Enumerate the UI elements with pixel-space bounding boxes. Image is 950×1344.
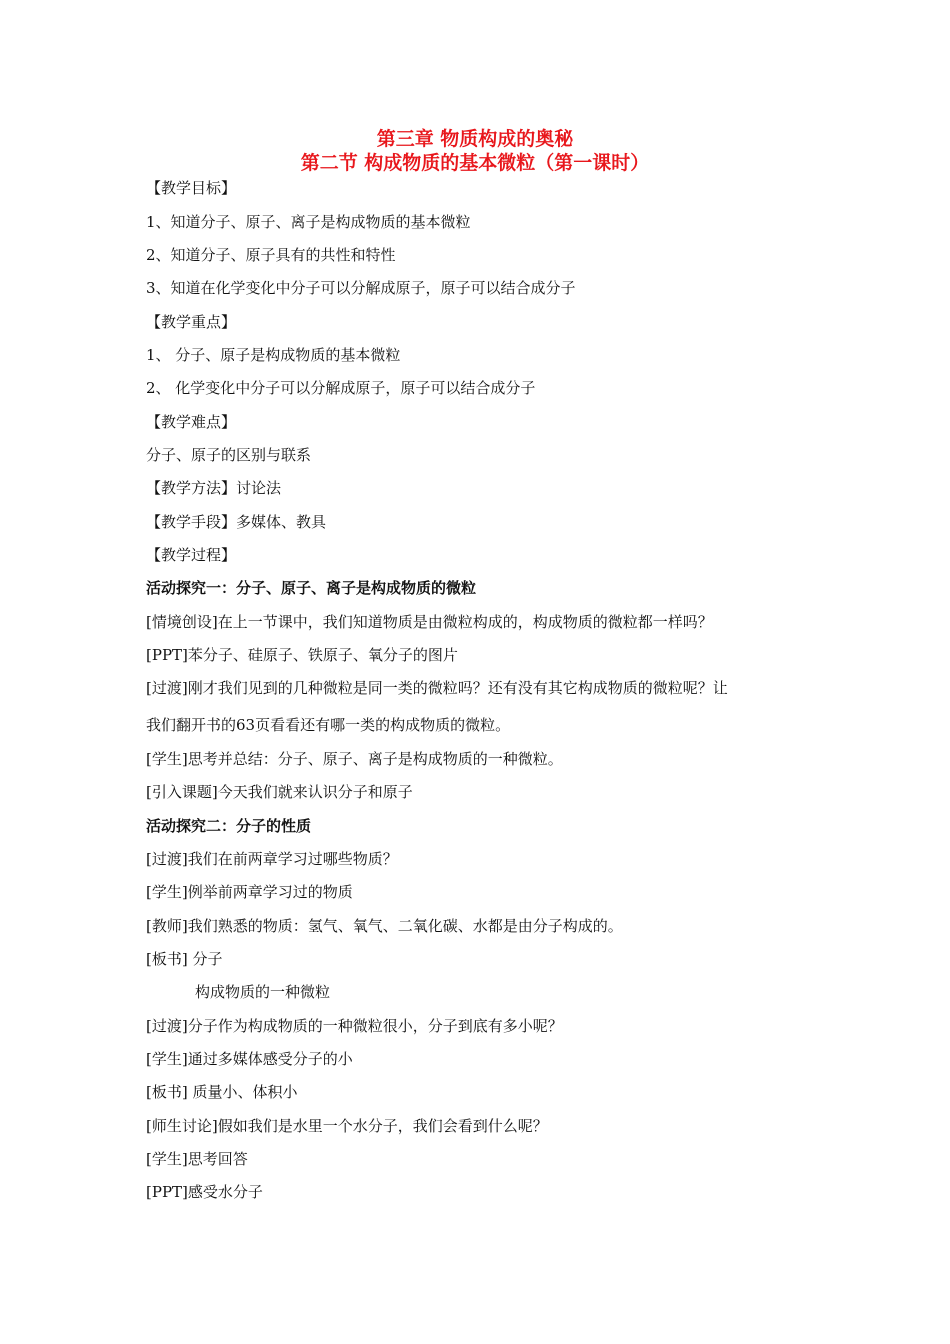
- key-point-1: 1、 分子、原子是构成物质的基本微粒: [146, 346, 401, 364]
- ppt-text-2: [PPT]感受水分子: [146, 1183, 263, 1201]
- transition-text-1b: 我们翻开书的63页看看还有哪一类的构成物质的微粒。: [146, 716, 511, 734]
- difficulty-text: 分子、原子的区别与联系: [146, 446, 312, 464]
- discussion-text: [师生讨论]假如我们是水里一个水分子，我们会看到什么呢？: [146, 1117, 548, 1135]
- heading-process: 【教学过程】: [146, 546, 237, 564]
- board-text-1: [板书] 分子: [146, 950, 223, 968]
- heading-difficulties: 【教学难点】: [146, 413, 237, 431]
- transition-text-3: [过渡]分子作为构成物质的一种微粒很小，分子到底有多小呢？: [146, 1017, 563, 1035]
- objective-3: 3、知道在化学变化中分子可以分解成原子，原子可以结合成分子: [146, 279, 576, 297]
- chapter-title: 第三章 物质构成的奥秘: [376, 128, 574, 150]
- student-text-3: [学生]通过多媒体感受分子的小: [146, 1050, 353, 1068]
- board-text-2: [板书] 质量小、体积小: [146, 1083, 298, 1101]
- board-text-1-sub: 构成物质的一种微粒: [195, 983, 331, 1001]
- situation-text: [情境创设]在上一节课中，我们知道物质是由微粒构成的，构成物质的微粒都一样吗？: [146, 613, 713, 631]
- intro-topic-text: [引入课题]今天我们就来认识分子和原子: [146, 783, 413, 801]
- student-text-2: [学生]例举前两章学习过的物质: [146, 883, 353, 901]
- teaching-method: 【教学方法】讨论法: [146, 479, 282, 497]
- section-title: 第二节 构成物质的基本微粒（第一课时）: [300, 152, 650, 174]
- ppt-text-1: [PPT]苯分子、硅原子、铁原子、氧分子的图片: [146, 646, 458, 664]
- objective-2: 2、知道分子、原子具有的共性和特性: [146, 246, 396, 264]
- activity-1-heading: 活动探究一：分子、原子、离子是构成物质的微粒: [146, 579, 477, 597]
- activity-2-heading: 活动探究二：分子的性质: [146, 817, 312, 835]
- heading-objectives: 【教学目标】: [146, 179, 237, 197]
- transition-text-2: [过渡]我们在前两章学习过哪些物质？: [146, 850, 398, 868]
- teacher-text: [教师]我们熟悉的物质：氢气、氧气、二氧化碳、水都是由分子构成的。: [146, 917, 623, 935]
- objective-1: 1、知道分子、原子、离子是构成物质的基本微粒: [146, 213, 471, 231]
- key-point-2: 2、 化学变化中分子可以分解成原子，原子可以结合成分子: [146, 379, 536, 397]
- transition-text-1a: [过渡]刚才我们见到的几种微粒是同一类的微粒吗？还有没有其它构成物质的微粒呢？让: [146, 679, 728, 697]
- student-text-4: [学生]思考回答: [146, 1150, 248, 1168]
- heading-key-points: 【教学重点】: [146, 313, 237, 331]
- teaching-means: 【教学手段】多媒体、教具: [146, 513, 327, 531]
- student-text-1: [学生]思考并总结：分子、原子、离子是构成物质的一种微粒。: [146, 750, 563, 768]
